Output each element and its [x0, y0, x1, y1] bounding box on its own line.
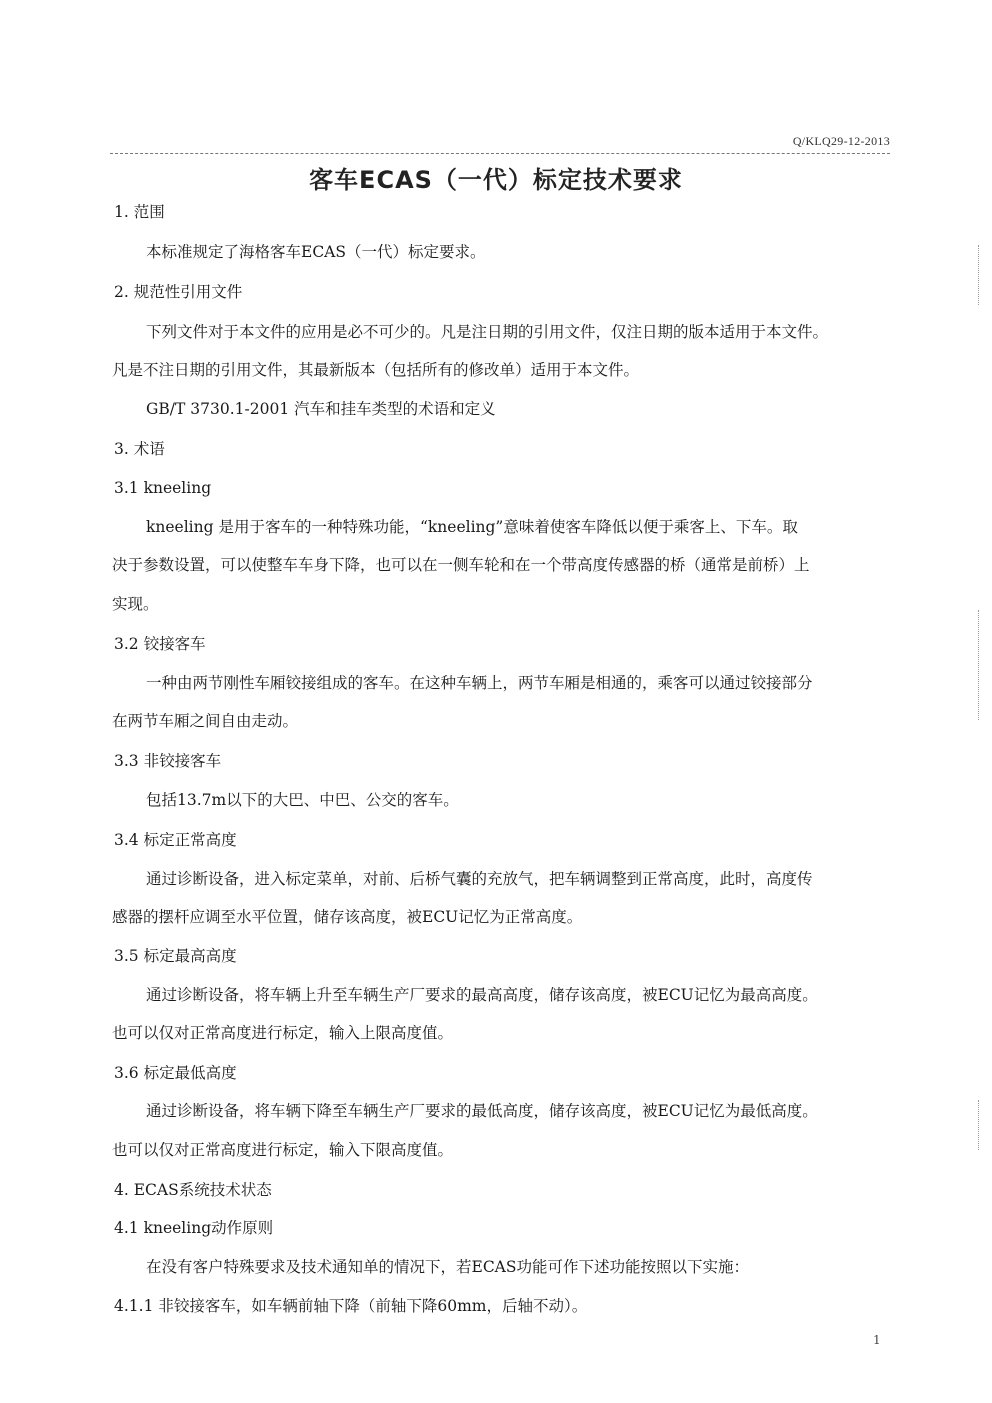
subsection-heading: 3.4 标定正常高度: [114, 831, 237, 849]
header-rule: [110, 153, 890, 154]
section-heading-ecas: 4. ECAS系统技术状态: [114, 1181, 272, 1199]
scan-margin-mark: [978, 1100, 980, 1150]
paragraph: 通过诊断设备，进入标定菜单，对前、后桥气囊的充放气，把车辆调整到正常高度，此时，高度传: [146, 870, 813, 888]
section-heading-scope: 1. 范围: [114, 203, 165, 221]
section-heading-terms: 3. 术语: [114, 440, 165, 458]
paragraph: 也可以仅对正常高度进行标定，输入上限高度值。: [112, 1024, 454, 1042]
paragraph: 通过诊断设备，将车辆上升至车辆生产厂要求的最高高度，储存该高度，被ECU记忆为最高高度。: [146, 986, 818, 1004]
subsection-heading: 3.1 kneeling: [114, 479, 212, 497]
subsection-heading: 3.3 非铰接客车: [114, 752, 222, 770]
paragraph: 一种由两节刚性车厢铰接组成的客车。在这种车辆上，两节车厢是相通的，乘客可以通过铰接部分: [146, 674, 813, 692]
subsection-heading: 4.1 kneeling动作原则: [114, 1219, 274, 1237]
page-number: 1: [873, 1333, 881, 1347]
paragraph: 决于参数设置，可以使整车车身下降，也可以在一侧车轮和在一个带高度传感器的桥（通常是前桥）上: [112, 556, 810, 574]
paragraph: 感器的摆杆应调至水平位置，储存该高度，被ECU记忆为正常高度。: [112, 908, 583, 926]
paragraph: 实现。: [112, 595, 159, 613]
paragraph: 在两节车厢之间自由走动。: [112, 712, 299, 730]
scan-margin-mark: [978, 245, 980, 305]
paragraph: 本标准规定了海格客车ECAS（一代）标定要求。: [146, 243, 486, 261]
paragraph: 凡是不注日期的引用文件，其最新版本（包括所有的修改单）适用于本文件。: [112, 361, 640, 379]
paragraph: 包括13.7m以下的大巴、中巴、公交的客车。: [146, 791, 459, 809]
reference-item: GB/T 3730.1-2001 汽车和挂车类型的术语和定义: [146, 400, 496, 418]
paragraph: 通过诊断设备，将车辆下降至车辆生产厂要求的最低高度，储存该高度，被ECU记忆为最低高度。: [146, 1102, 818, 1120]
subsection-heading: 3.6 标定最低高度: [114, 1064, 237, 1082]
scan-margin-mark: [978, 610, 980, 720]
paragraph: kneeling 是用于客车的一种特殊功能，“kneeling”意味着使客车降低以便于乘客上、下车。取: [146, 518, 798, 536]
section-heading-references: 2. 规范性引用文件: [114, 283, 243, 301]
subsection-heading: 4.1.1 非铰接客车，如车辆前轴下降（前轴下降60mm，后轴不动）。: [114, 1297, 588, 1315]
subsection-heading: 3.5 标定最高高度: [114, 947, 237, 965]
subsection-heading: 3.2 铰接客车: [114, 635, 206, 653]
document-code: Q/KLQ29-12-2013: [792, 134, 890, 148]
paragraph: 也可以仅对正常高度进行标定，输入下限高度值。: [112, 1141, 454, 1159]
paragraph: 在没有客户特殊要求及技术通知单的情况下，若ECAS功能可作下述功能按照以下实施：: [146, 1258, 749, 1276]
document-title: 客车ECAS（一代）标定技术要求: [309, 166, 683, 194]
paragraph: 下列文件对于本文件的应用是必不可少的。凡是注日期的引用文件，仅注日期的版本适用于本文件。: [146, 323, 829, 341]
